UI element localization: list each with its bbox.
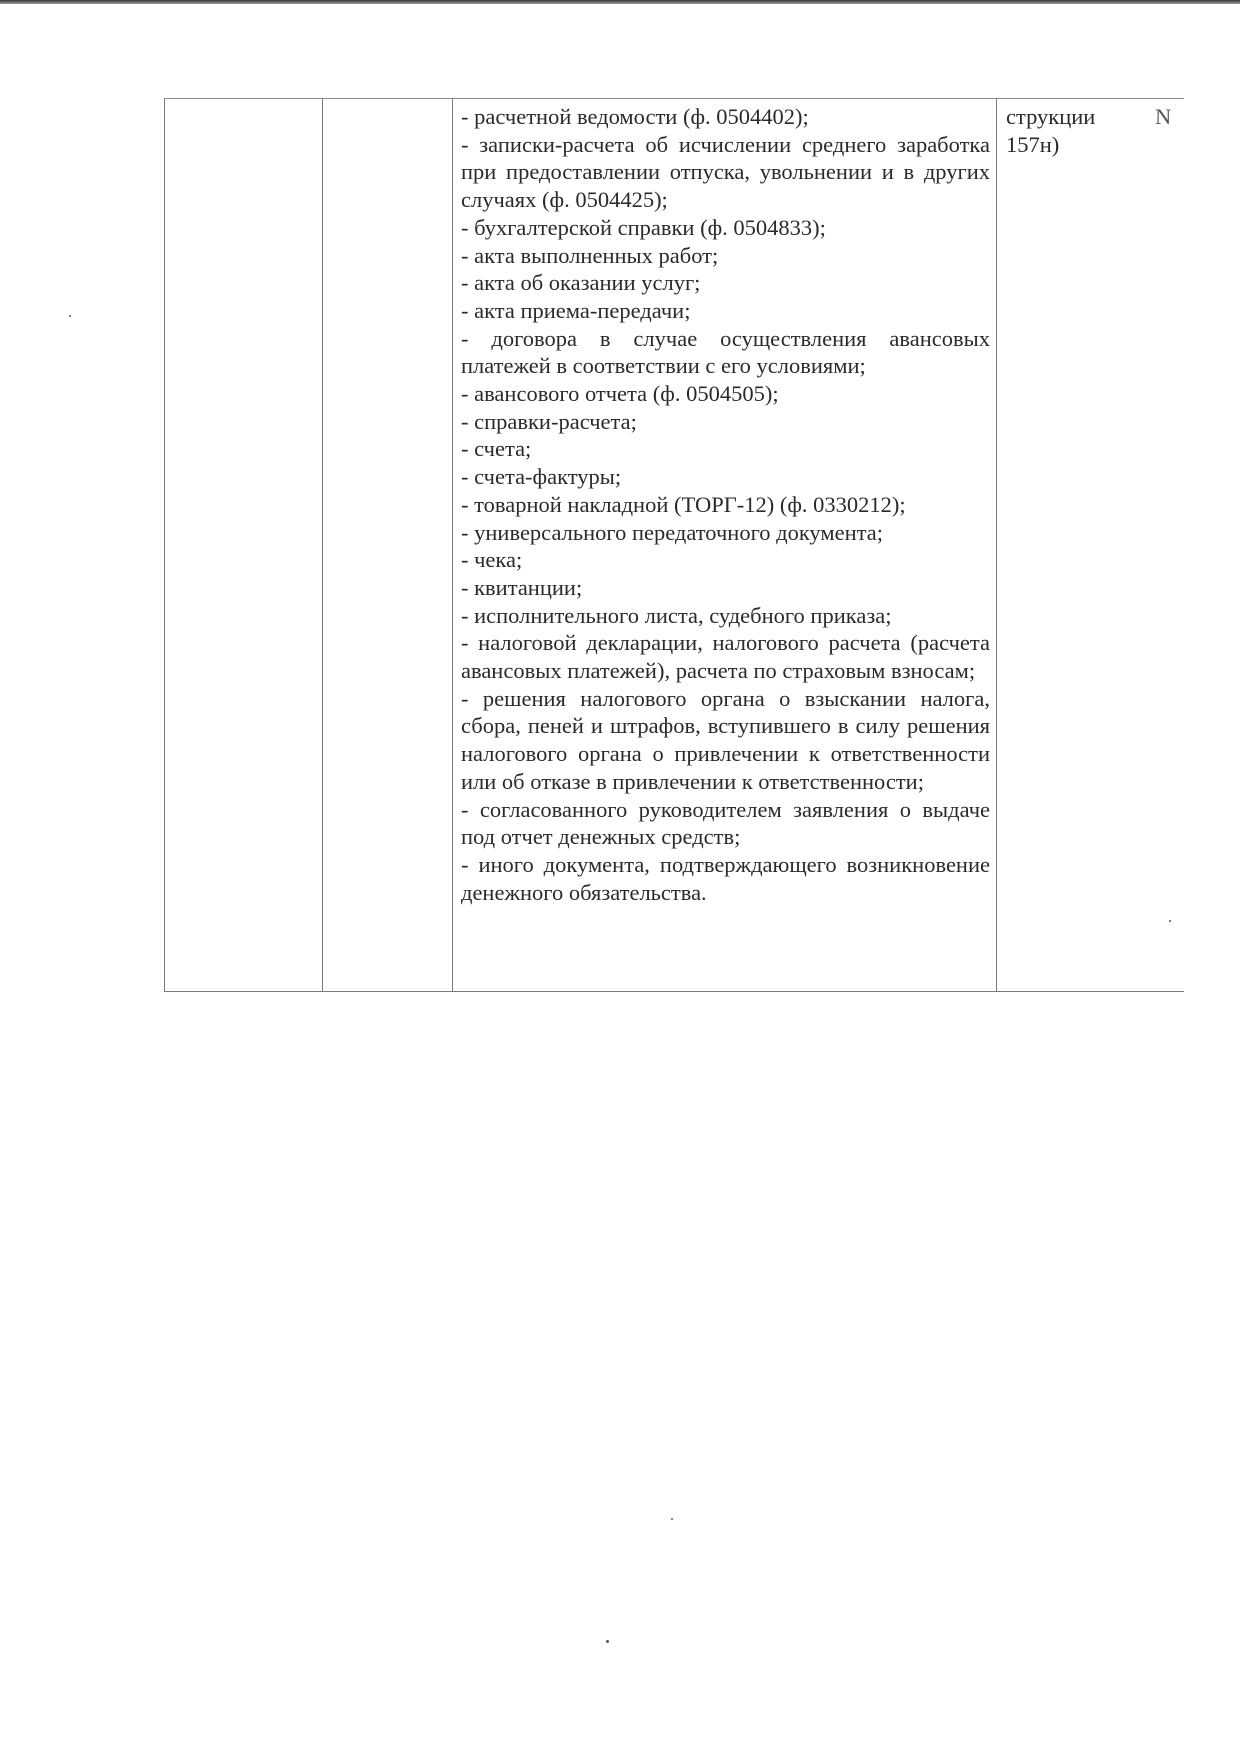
list-item: - налоговой декларации, налогового расчета (расчета авансовых платежей), расчета по страховым взносам; [461, 630, 990, 684]
list-item: - исполнительного листа, судебного приказа; [461, 602, 892, 628]
list-item: - решения налогового органа о взыскании налога, сбора, пеней и штрафов, вступившего в силу решения налогового органа о привлечении к ответственности или об отказе в привлечении к ответственности; [461, 685, 990, 794]
table-column-divider-2 [452, 99, 453, 991]
list-item: - чека; [461, 547, 523, 573]
list-item: - справки-расчета; [461, 408, 637, 434]
list-item: - акта об оказании услуг; [461, 270, 701, 296]
list-item: - иного документа, подтверждающего возникновение денежного обязательства. [461, 851, 990, 905]
list-item: - квитанции; [461, 574, 583, 600]
table-column-divider-1 [322, 99, 323, 991]
table-border-left [164, 99, 165, 991]
scan-top-edge [0, 0, 1240, 4]
list-item: - записки-расчета об исчислении среднего заработка при предоставлении отпуска, увольнении и в других случаях (ф. 0504425); [461, 131, 990, 213]
document-table [164, 98, 1184, 992]
list-item: - договора в случае осуществления авансовых платежей в соответствии с его условиями; [461, 325, 990, 379]
list-item: - авансового отчета (ф. 0504505); [461, 381, 779, 407]
reference-cell: струкции 157н) [1006, 104, 1096, 157]
last-column-cell: N [1155, 104, 1172, 129]
scan-speck [606, 1640, 609, 1643]
document-list-cell [461, 103, 990, 906]
scan-speck [1169, 920, 1171, 922]
list-item: - акта приема-передачи; [461, 297, 691, 323]
list-item: - универсального передаточного документа; [461, 519, 883, 545]
list-item: - согласованного руководителем заявления о выдаче под отчет денежных средств; [461, 796, 990, 850]
table-column-divider-3 [996, 99, 997, 991]
list-item: - счета-фактуры; [461, 464, 622, 490]
list-item: - счета; [461, 436, 532, 462]
list-item: - расчетной ведомости (ф. 0504402); [461, 104, 809, 129]
scan-speck [69, 315, 71, 317]
list-item: - бухгалтерской справки (ф. 0504833); [461, 214, 826, 240]
scan-speck [671, 1518, 673, 1520]
list-item: - товарной накладной (ТОРГ-12) (ф. 0330212); [461, 491, 906, 517]
list-item: - акта выполненных работ; [461, 242, 719, 268]
